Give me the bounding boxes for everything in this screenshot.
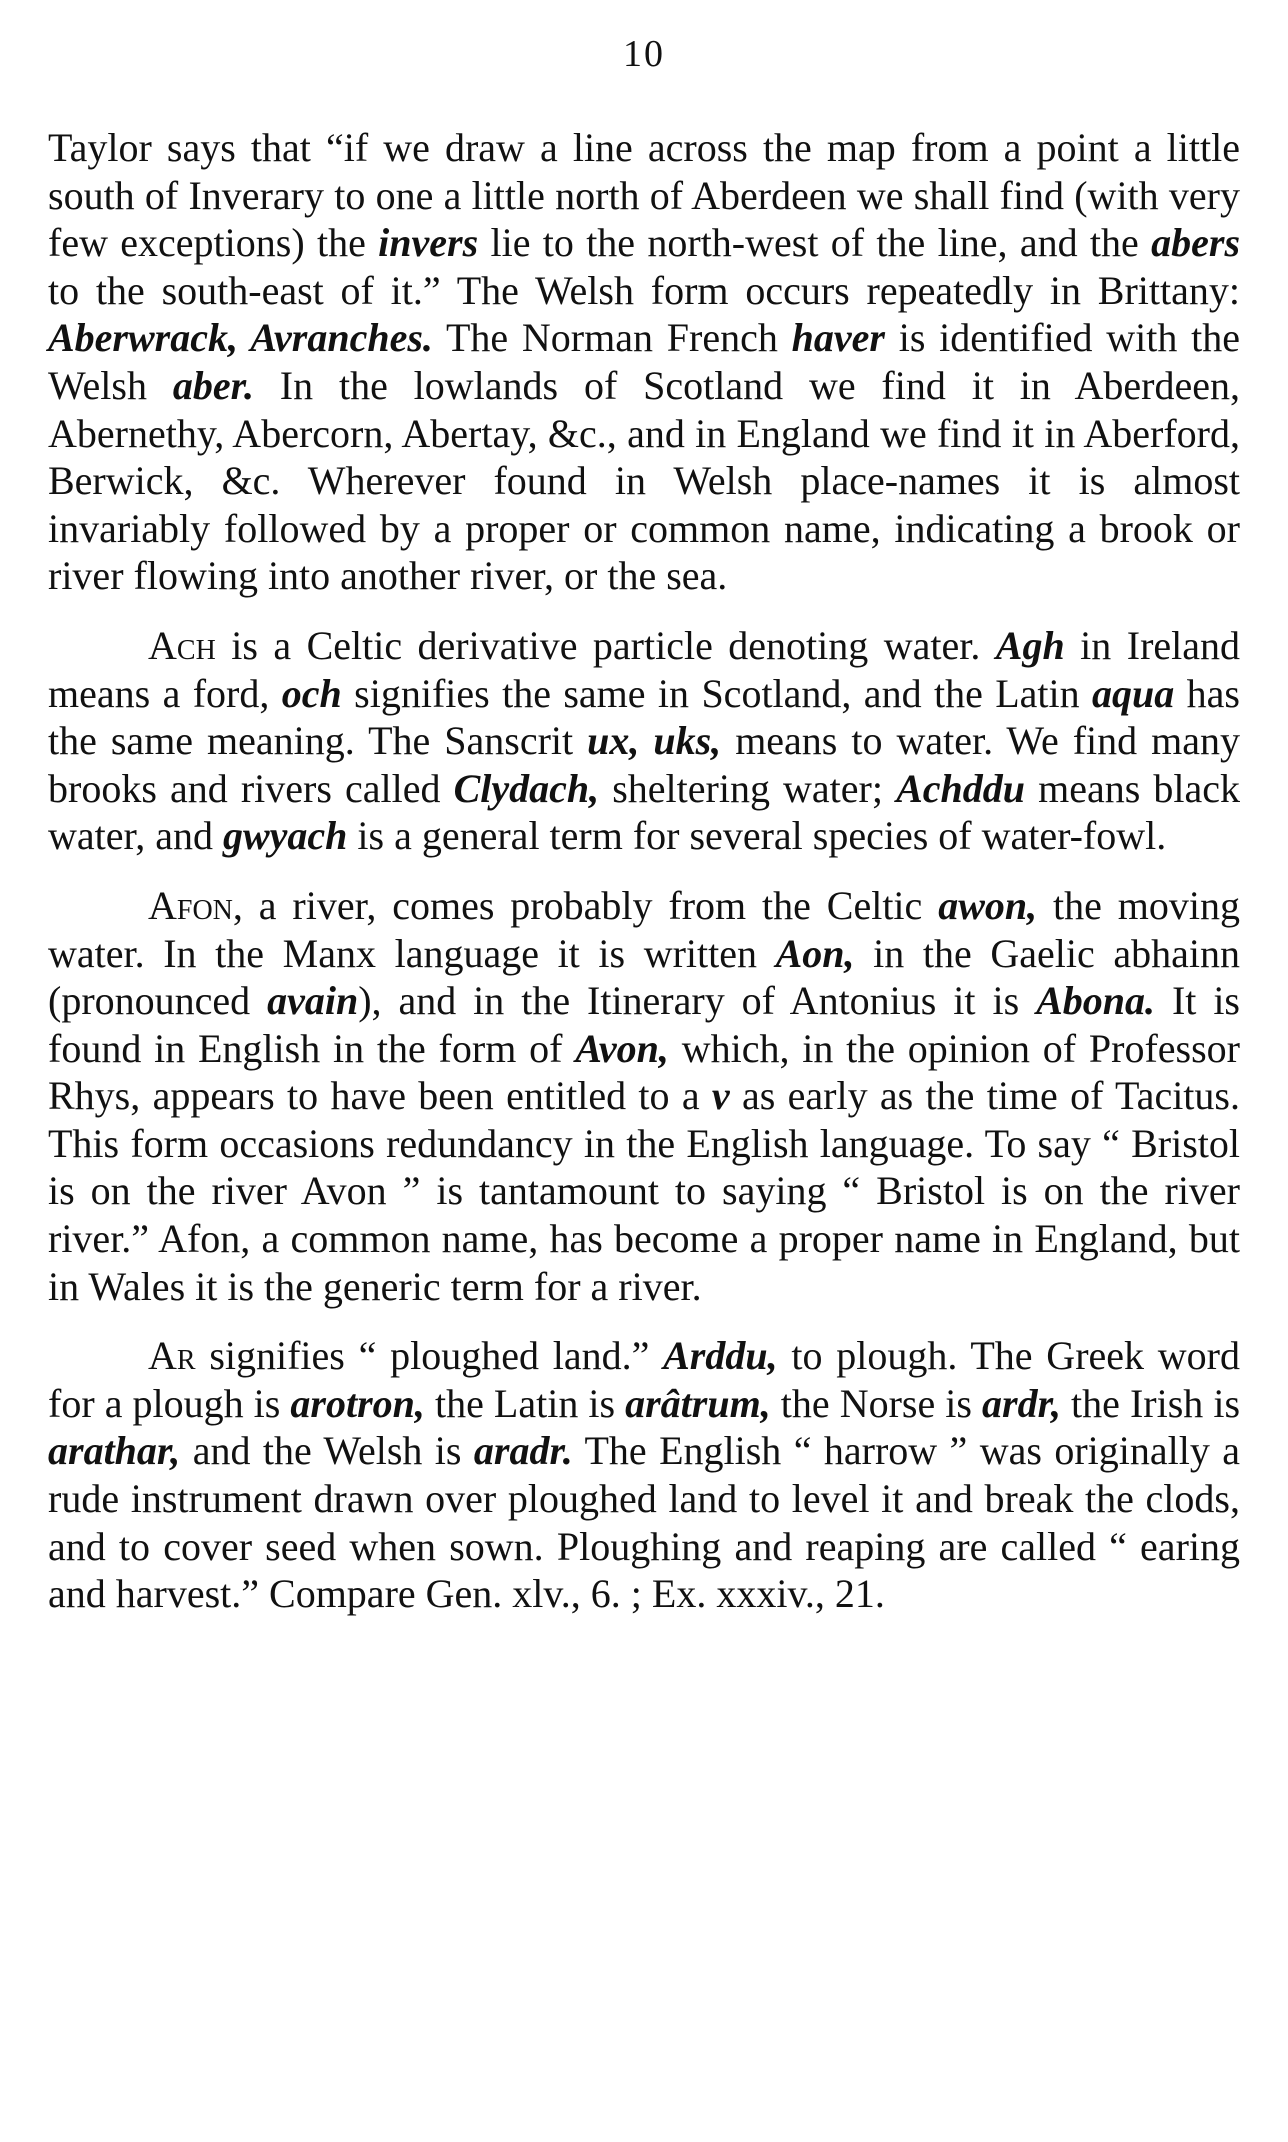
italic-term: arathar, — [48, 1428, 181, 1474]
text-run: is identified with the Welsh — [48, 315, 1240, 408]
italic-term: Avon, — [575, 1025, 669, 1071]
text-run: It is found in English in the form of — [48, 978, 1240, 1071]
italic-term: Arddu, — [663, 1333, 778, 1379]
text-run: as early as the time of Tacitus. This form occasions redundancy in the English language. To say “ Bristol is on the river Avon ” is tantamount to saying “ Bristol is on the river river.” Afon, a common name, has become a proper name in England, but in Wales it is the generic term for a river. — [48, 1073, 1240, 1309]
entry-headword: Ar — [148, 1333, 196, 1379]
italic-term: ardr, — [982, 1380, 1061, 1426]
text-run: The Norman French — [432, 315, 792, 361]
italic-term: arâtrum, — [625, 1380, 771, 1426]
text-run: The English “ harrow ” was originally a rude instrument drawn over ploughed land to level it and break the clods, and to cover seed when sown. Ploughing and reaping are called “ earing and harvest.” Compare Gen. xlv., 6. ; Ex. xxxiv., 21. — [48, 1428, 1241, 1617]
italic-term: Clydach, — [453, 765, 600, 811]
italic-term: Aberwrack, Avranches. — [48, 315, 433, 361]
book-page — [48, 28, 1240, 1618]
italic-term: ux, uks, — [587, 718, 722, 764]
text-run: and the Welsh is — [180, 1428, 474, 1474]
italic-term: Abona. — [1036, 978, 1156, 1024]
italic-term: abers — [1151, 220, 1241, 266]
entry-headword: Ach — [148, 622, 216, 668]
text-run: the Norse is — [770, 1380, 983, 1426]
italic-term: gwyach — [222, 813, 348, 859]
text-run: is a Celtic derivative particle denoting water. — [215, 622, 996, 668]
text-run: means to water. We find many brooks and rivers called — [48, 718, 1240, 811]
italic-term: aradr. — [473, 1428, 573, 1474]
paragraph-ach — [48, 622, 1240, 860]
text-run: signifies the same in Scotland, and the Latin — [341, 670, 1093, 716]
italic-term: aber. — [172, 362, 254, 408]
text-run: ), and in the Itinerary of Antonius it is — [358, 978, 1037, 1024]
paragraph-gap — [48, 860, 1240, 882]
text-run: the Irish is — [1060, 1380, 1241, 1426]
italic-term: arotron, — [290, 1380, 425, 1426]
text-run: lie to the north-west of the line, and the — [478, 220, 1152, 266]
page-number: 10 — [623, 33, 665, 75]
text-run: the moving water. In the Manx language it is written — [48, 882, 1241, 976]
text-run: is a general term for several species of water-fowl. — [347, 813, 1167, 859]
italic-term: invers — [378, 220, 479, 266]
text-run: signifies “ ploughed land.” — [195, 1333, 664, 1379]
text-run: In the lowlands of Scotland we find it in Aberdeen, Abernethy, Abercorn, Abertay, &c., and in England we find it in Aberford, Berwick, &c. Wherever found in Welsh place-names it is almost invariably followed by a proper or common name, indicating a brook or river flowing into another river, or the sea. — [48, 362, 1240, 599]
italic-term: v — [711, 1073, 730, 1119]
text-run: to plough. The Greek word for a plough is — [48, 1333, 1240, 1426]
text-run: means black water, and — [48, 765, 1241, 859]
italic-term: aqua — [1092, 670, 1175, 716]
italic-term: och — [281, 670, 342, 716]
italic-term: Aon, — [775, 930, 855, 976]
paragraph-ar — [48, 1332, 1240, 1618]
text-run: , a river, comes probably from the Celtic — [232, 882, 939, 928]
text-run: to the south-east of it.” The Welsh form occurs repeatedly in Brittany: — [48, 267, 1240, 313]
italic-term: Achddu — [896, 765, 1026, 811]
paragraph-afon — [48, 882, 1240, 1310]
italic-term: awon, — [938, 882, 1038, 928]
paragraph-invers-abers — [48, 124, 1240, 600]
text-run: in the Gaelic abhainn (pronounced — [48, 930, 1240, 1024]
italic-term: avain — [267, 978, 359, 1024]
text-run: in Ireland means a ford, — [48, 622, 1241, 716]
text-run: which, in the opinion of Professor Rhys, appears to have been entitled to a — [48, 1025, 1240, 1119]
italic-term: haver — [791, 315, 885, 361]
text-run: sheltering water; — [599, 765, 897, 811]
paragraph-gap — [48, 600, 1240, 622]
text-run: Taylor says that “if we draw a line across the map from a point a little south of Inverary to one a little north of Aberdeen we shall find (with very few exceptions) the — [48, 125, 1240, 266]
text-run: has the same meaning. The Sanscrit — [48, 670, 1240, 764]
text-run: the Latin is — [424, 1380, 626, 1426]
entry-headword: Afon — [148, 882, 233, 928]
paragraph-gap — [48, 1310, 1240, 1332]
italic-term: Agh — [995, 622, 1065, 668]
